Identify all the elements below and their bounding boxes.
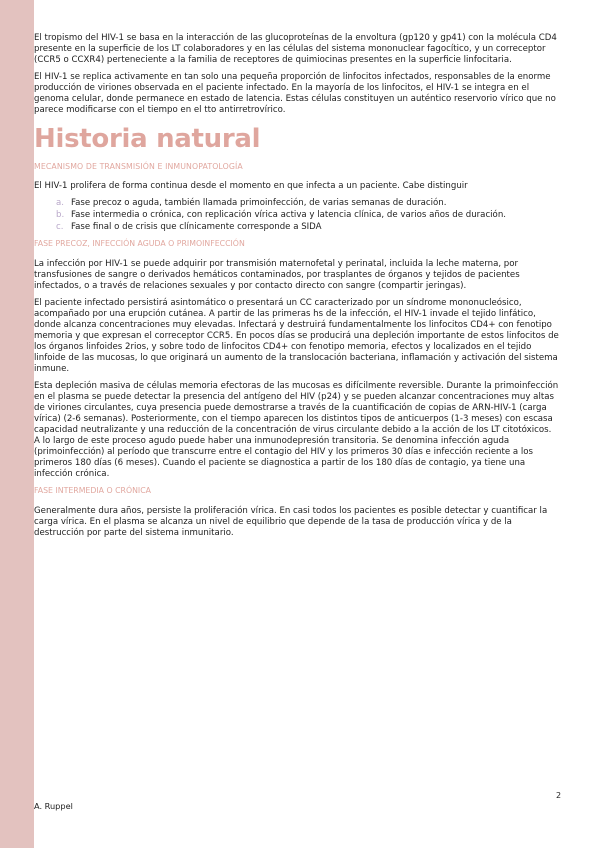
list-marker: b. [56,210,65,220]
early-phase-paragraph-2: El paciente infectado persistirá asintomático o presentará un CC caracterizado por un síndrome mononucleósico, acompañado por una erupción cutánea. A partir de las primeras hs de la infección, el HIV-1 invade el tejido linfático, donde alcanza concentraciones muy elevadas. Infectará y destruirá fundamentalmente los linfocitos CD4+ con fenotipo memoria y que expresan el correceptor CCR5. En pocos días se producirá una depleción importante de estos linfocitos de los órganos linfoides 2rios, y sobre todo de linfocitos CD4+ con fenotipo memoria, efectos y localizados en el tejido linfoide de las mucosas, lo que originará un aumento de la translocación bacteriana, inflamación y activación del sistema inmune. [34,298,559,374]
section-heading: MECANISMO DE TRANSMISIÓN E INMUNOPATOLOGÍA [34,162,243,171]
list-item-text: Fase final o de crisis que clínicamente corresponde a SIDA [71,222,322,232]
section-lead: El HIV-1 prolifera de forma continua desde el momento en que infecta a un paciente. Cabe distinguir [34,181,468,191]
list-marker: a. [56,198,64,208]
intro-paragraph-1: El tropismo del HIV-1 se basa en la interacción de las glucoproteínas de la envoltura (gp120 y gp41) con la molécula CD4 presente en la superficie de los LT colaboradores y en las células del sistema mononuclear fagocítico, y un correceptor (CCR5 o CCXR4) perteneciente a la familia de receptores de quimiocinas presentes en la superficie linfocitaria. [34,33,557,65]
list-item [56,222,559,233]
page-number: 2 [556,791,562,800]
early-phase-paragraph-3: Esta depleción masiva de células memoria efectoras de las mucosas es difícilmente reversible. Durante la primoinfección en el plasma se puede detectar la presencia del antígeno del HIV (p24) y se pueden alcanzar concentraciones muy altas de viriones circulantes, cuya presencia puede demostrarse a través de la cuantificación de copias de ARN-HIV-1 (carga vírica) (2-6 semanas). Posteriormente, con el tiempo aparecen los distintos tipos de anticuerpos (1-3 meses) con escasa capacidad neutralizante y una reducción de la concentración de virus circulante debido a la acción de los LT citotóxicos. A lo largo de este proceso agudo puede haber una inmunodepresión transitoria. Se denomina infección aguda (primoinfección) al período que transcurre entre el contagio del HIV y los primeros 30 días e infección reciente a los primeros 180 días (6 meses). Cuando el paciente se diagnostica a partir de los 180 días de contagio, ya tiene una infección crónica. [34,381,559,479]
page-title: Historia natural [34,124,261,154]
middle-phase-paragraph-1: Generalmente dura años, persiste la proliferación vírica. En casi todos los pacientes es posible detectar y cuantificar la carga vírica. En el plasma se alcanza un nivel de equilibrio que depende de la tasa de producción vírica y de la destrucción por parte del sistema inmunitario. [34,506,548,538]
early-phase-paragraph-1: La infección por HIV-1 se puede adquirir por transmisión maternofetal y perinatal, incluida la leche materna, por transfusiones de sangre o derivados hemáticos contaminados, por trasplantes de órganos y tejidos de pacientes infectados, o a través de relaciones sexuales y por contacto directo con sangre (compartir jeringas). [34,259,520,291]
phase-list [56,198,559,233]
list-item [56,210,559,221]
intro-paragraph-2: El HIV-1 se replica activamente en tan solo una pequeña proporción de linfocitos infectados, responsables de la enorme producción de viriones observada en el paciente infectado. En la mayoría de los linfocitos, el HIV-1 se integra en el genoma celular, donde permanece en estado de latencia. Estas células constituyen un auténtico reservorio vírico que no parece modificarse con el tiempo en el tto antirretrovírico. [34,72,556,115]
list-marker: c. [56,222,64,232]
decorative-sidebar [0,0,34,848]
page-content [34,33,559,545]
list-item-text: Fase intermedia o crónica, con replicación vírica activa y latencia clínica, de varios años de duración. [71,210,506,220]
author-footer: A. Ruppel [34,801,73,811]
middle-phase-heading: FASE INTERMEDIA O CRÓNICA [34,486,151,495]
list-item-text: Fase precoz o aguda, también llamada primoinfección, de varias semanas de duración. [71,198,447,208]
early-phase-heading: FASE PRECOZ, INFECCIÓN AGUDA O PRIMOINFECCIÓN [34,239,245,248]
list-item [56,198,559,209]
